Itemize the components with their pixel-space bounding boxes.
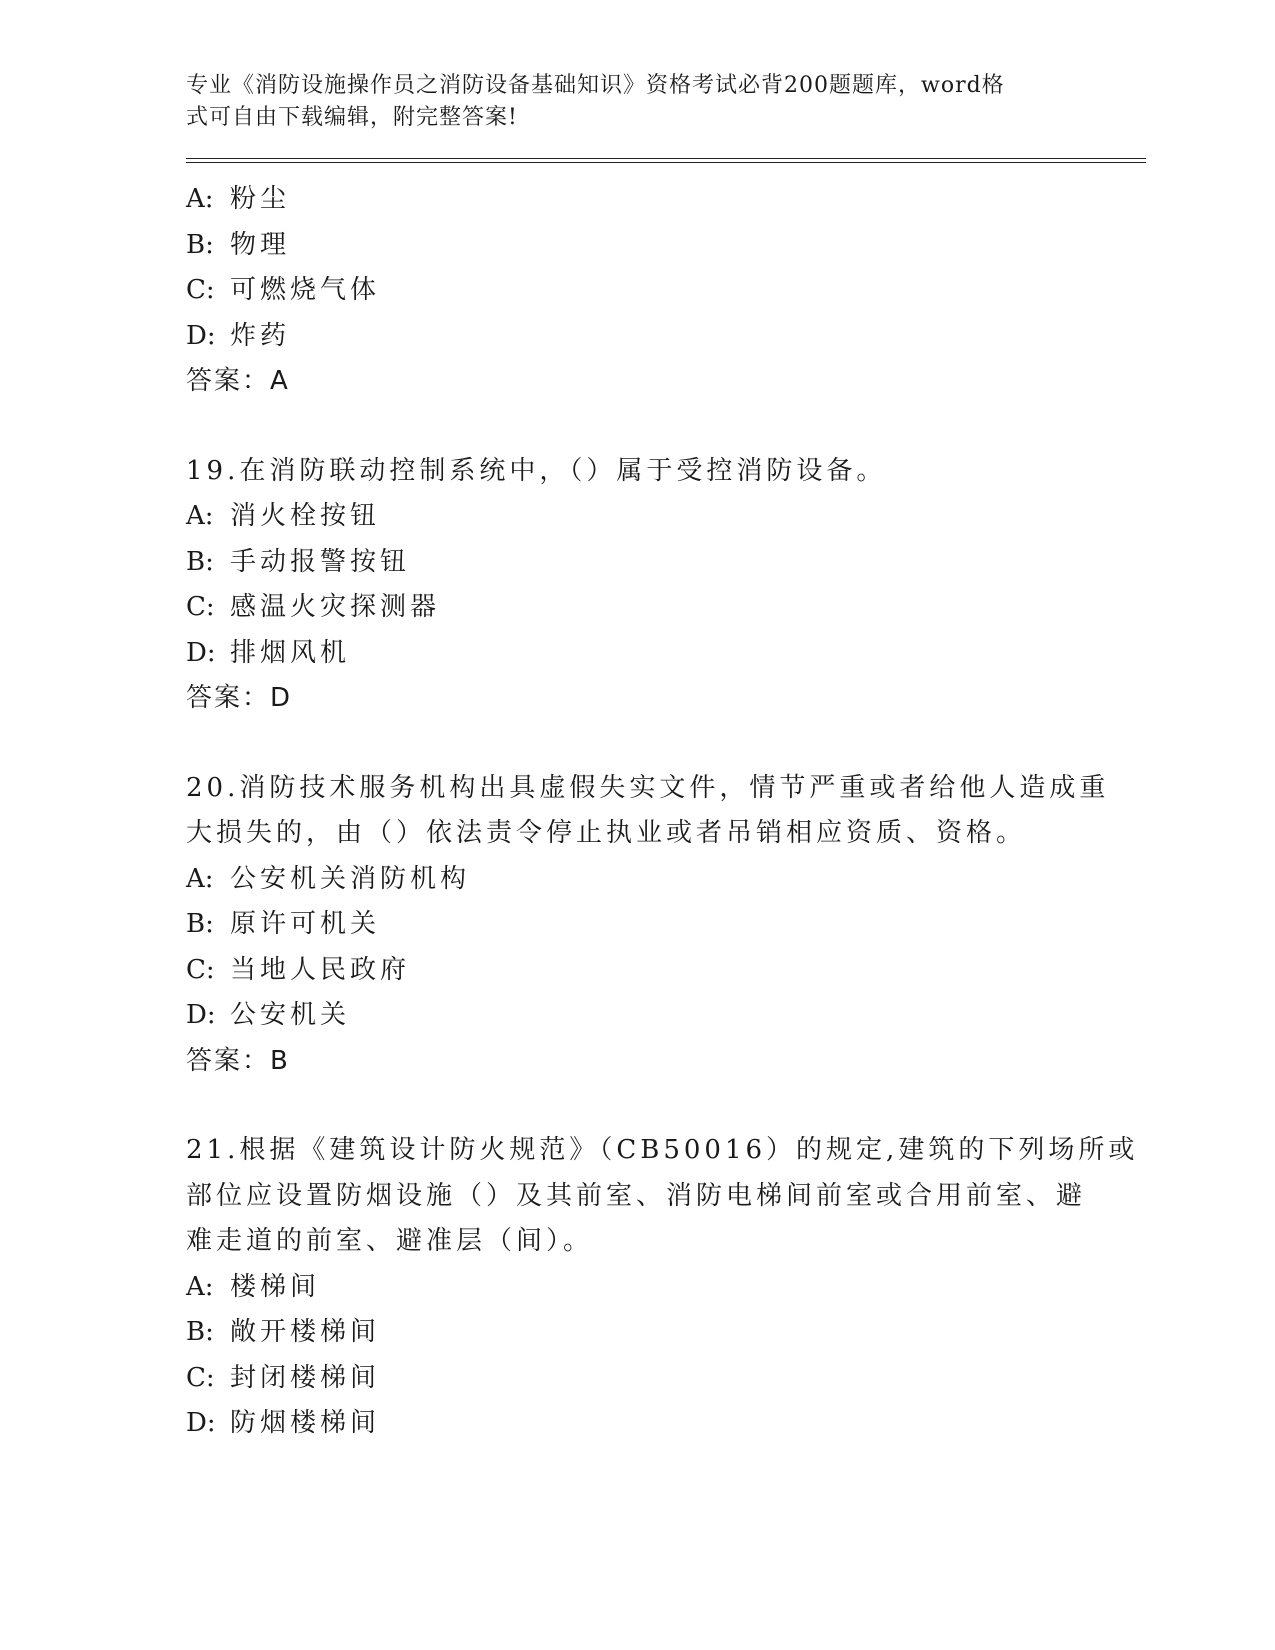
option-c: C: 封闭楼梯间 <box>186 1362 381 1393</box>
option-b: B: 原许可机关 <box>186 909 381 939</box>
option-a: A: 公安机关消防机构 <box>186 863 471 894</box>
question-19 <box>186 449 1146 722</box>
option-a: A: 粉尘 <box>186 184 291 214</box>
option-a: A: 消火栓按钮 <box>186 501 381 531</box>
question-20 <box>186 766 1146 1085</box>
option-b: B: 手动报警按钮 <box>186 546 411 577</box>
document-page <box>186 70 1146 1447</box>
question-text-line-1: 21.根据《建筑设计防火规范》（CB50016）的规定,建筑的下列场所或 <box>186 1135 1139 1165</box>
question-text-line-3: 难走道的前室、避准层（间）。 <box>186 1226 594 1256</box>
question-18-options <box>186 177 1146 405</box>
option-b: B: 物理 <box>186 229 291 260</box>
answer-line: 答案：B <box>186 1045 290 1076</box>
option-a: A: 楼梯间 <box>186 1271 321 1302</box>
question-21 <box>186 1128 1146 1447</box>
header-line-1: 专业《消防设施操作员之消防设备基础知识》资格考试必背200题题库，word格 <box>186 73 1005 98</box>
document-header <box>186 70 1066 134</box>
answer-line: 答案：D <box>186 683 293 713</box>
answer-line: 答案：A <box>186 366 290 396</box>
option-c: C: 可燃烧气体 <box>186 275 381 305</box>
option-b: B: 敞开楼梯间 <box>186 1317 381 1347</box>
option-d: D: 公安机关 <box>186 1000 351 1030</box>
question-text: 19.在消防联动控制系统中，（）属于受控消防设备。 <box>186 455 887 486</box>
question-list <box>186 177 1146 1447</box>
question-text-line-2: 部位应设置防烟设施（）及其前室、消防电梯间前室或合用前室、避 <box>186 1180 1087 1211</box>
option-d: D: 防烟楼梯间 <box>186 1408 381 1438</box>
header-divider <box>186 158 1146 163</box>
question-text-line-2: 大损失的，由（）依法责令停止执业或者吊销相应资质、资格。 <box>186 818 1027 848</box>
option-d: D: 炸药 <box>186 320 291 351</box>
option-c: C: 感温火灾探测器 <box>186 592 441 622</box>
option-c: C: 当地人民政府 <box>186 954 411 985</box>
header-line-2: 式可自由下载编辑，附完整答案! <box>186 105 518 130</box>
question-text-line-1: 20.消防技术服务机构出具虚假失实文件，情节严重或者给他人造成重 <box>186 772 1110 803</box>
option-d: D: 排烟风机 <box>186 637 351 668</box>
